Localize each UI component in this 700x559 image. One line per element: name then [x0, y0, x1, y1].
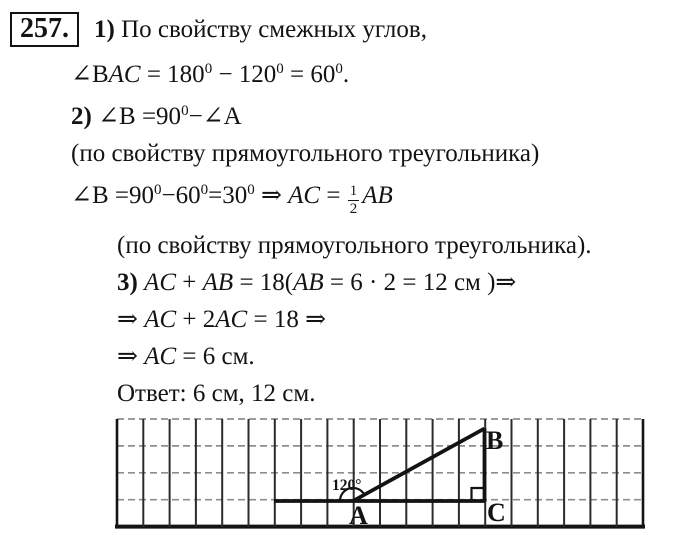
text-segment: =30	[208, 182, 248, 209]
text-segment: = 18 ⇒	[247, 306, 327, 333]
text-segment: ∠B	[71, 61, 109, 88]
text-segment: −60	[161, 182, 201, 209]
text-segment: −∠A	[188, 103, 242, 130]
problem-number: 257.	[20, 13, 69, 44]
text-segment: ∠B =90	[71, 182, 154, 209]
text-segment: ∠B =90	[98, 103, 182, 130]
text-segment: 0	[181, 103, 189, 119]
text-segment: AC	[144, 306, 177, 333]
text-segment: AC	[144, 343, 177, 370]
right-angle-marker	[472, 488, 484, 500]
text-segment: = 180	[140, 61, 205, 88]
text-segment: = 6 · 2 = 12 см )⇒	[323, 269, 517, 296]
text-segment: = 18(	[233, 269, 294, 296]
text-segment: 0	[276, 61, 284, 77]
vertex-label-a: A	[349, 501, 368, 530]
text-segment: 1)	[94, 16, 122, 43]
text-segment: = 60	[283, 61, 336, 88]
text-segment: − 120	[212, 61, 277, 88]
text-segment: 0	[153, 182, 162, 198]
text-segment: 2)	[71, 103, 99, 130]
angle-label: 120°	[332, 477, 362, 494]
text-segment: =	[320, 182, 347, 209]
text-segment: +	[176, 269, 203, 296]
text-segment: По свойству смежных углов,	[121, 16, 427, 43]
text-segment: 0	[200, 182, 209, 198]
text-segment: AC	[215, 306, 248, 333]
text-segment: 0	[247, 182, 255, 198]
text-segment: 0	[204, 61, 213, 77]
text-segment: + 2	[176, 306, 216, 333]
text-segment: 0	[335, 61, 343, 77]
text-segment: AB	[293, 269, 324, 296]
text-segment: AB	[362, 182, 393, 209]
text-segment: AB	[202, 269, 234, 296]
segment-ab	[353, 429, 485, 502]
text-segment: Ответ: 6 см, 12 см.	[117, 380, 316, 407]
text-segment: ⇒	[117, 306, 145, 333]
text-segment: 3)	[117, 269, 145, 296]
text-segment: AC	[144, 269, 177, 296]
text-segment: = 6 см.	[176, 343, 255, 370]
vertex-label-b: B	[486, 426, 504, 455]
fraction-one-half: $\frac{1}{2}$	[349, 183, 358, 217]
text-segment: AC	[288, 182, 321, 209]
vertex-label-c: C	[487, 498, 506, 527]
text-segment: AC	[108, 61, 141, 88]
text-segment: ⇒	[117, 343, 145, 370]
text-segment: .	[342, 61, 350, 88]
text-segment: (по свойству прямоугольного треугольника).	[117, 232, 592, 259]
text-segment: ⇒	[254, 182, 289, 209]
text-segment: (по свойству прямоугольного треугольника)	[71, 140, 540, 167]
